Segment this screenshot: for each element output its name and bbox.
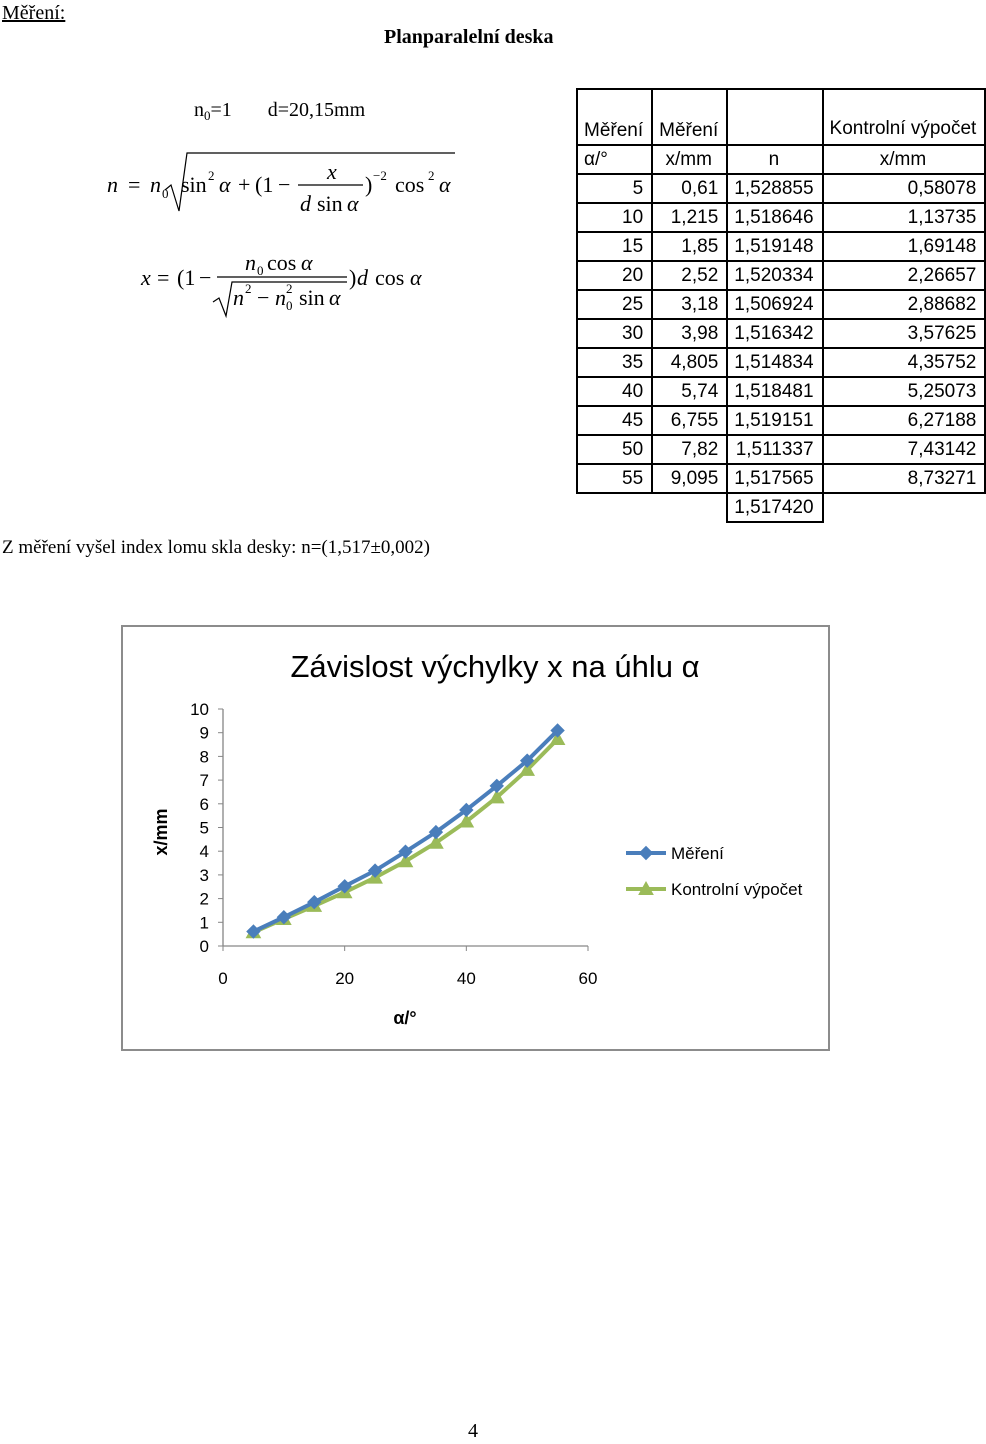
parameters-line	[194, 99, 365, 124]
svg-text:cos: cos	[375, 265, 405, 290]
svg-text:cos: cos	[395, 172, 425, 197]
table-cell: 6,755	[652, 406, 727, 435]
header-cell	[823, 89, 986, 145]
table-cell: 1,519151	[727, 406, 822, 435]
refractive-index-formula	[95, 145, 465, 325]
svg-text:x: x	[141, 265, 151, 290]
table-cell: 4,805	[652, 348, 727, 377]
average-value: 1,517420	[727, 493, 822, 522]
table-cell: 9,095	[652, 464, 727, 493]
header-kontrolni: Kontrolní výpočet	[829, 118, 977, 139]
header-cell: Měření	[652, 89, 727, 145]
svg-text:−: −	[199, 265, 212, 290]
unit-cell: x/mm	[652, 145, 727, 174]
series-line-1	[253, 730, 557, 931]
svg-text:n: n	[233, 285, 244, 310]
svg-text:α: α	[329, 285, 341, 310]
table-cell: 40	[577, 377, 652, 406]
svg-text:sin: sin	[181, 172, 207, 197]
svg-text:α: α	[301, 250, 313, 275]
svg-text:cos: cos	[267, 250, 297, 275]
y-tick-label: 1	[199, 913, 209, 933]
table-cell: 0,61	[652, 174, 727, 203]
measurement-table	[576, 88, 986, 523]
unit-cell: x/mm	[823, 145, 986, 174]
table-cell: 1,516342	[727, 319, 822, 348]
page-number: 4	[468, 1420, 478, 1442]
table-cell: 1,506924	[727, 290, 822, 319]
svg-text:d: d	[357, 265, 368, 290]
y-tick-label: 4	[199, 842, 209, 862]
table-cell: 2,52	[652, 261, 727, 290]
svg-text:n: n	[245, 250, 256, 275]
y-tick-label: 8	[199, 747, 209, 767]
y-tick-label: 2	[199, 889, 209, 909]
svg-text:2: 2	[286, 281, 293, 296]
table-cell: 5,25073	[823, 377, 986, 406]
table-cell: 30	[577, 319, 652, 348]
y-tick-label: 10	[190, 700, 209, 719]
svg-text:−: −	[257, 285, 270, 310]
svg-text:n: n	[150, 172, 161, 197]
svg-text:α: α	[347, 191, 359, 216]
svg-text:0: 0	[286, 298, 293, 313]
table-cell: 1,13735	[823, 203, 986, 232]
table-header-row	[577, 89, 985, 145]
svg-text:x: x	[327, 159, 337, 184]
table-body	[577, 174, 985, 493]
table-row	[577, 348, 985, 377]
x-tick-label: 0	[218, 969, 228, 988]
y-tick-label: 7	[199, 771, 209, 791]
table-cell: 1,511337	[727, 435, 822, 464]
svg-text:=: =	[128, 172, 141, 197]
table-cell: 3,57625	[823, 319, 986, 348]
table-row	[577, 203, 985, 232]
n0-subscript: 0	[204, 108, 211, 123]
table-cell: 1,517565	[727, 464, 822, 493]
svg-text:d: d	[300, 191, 311, 216]
svg-text:+: +	[238, 172, 251, 197]
svg-text:sin: sin	[317, 191, 343, 216]
table-row	[577, 174, 985, 203]
svg-text:−2: −2	[373, 168, 387, 183]
series-line-2	[253, 739, 557, 932]
chart-svg	[123, 627, 828, 1049]
axes	[190, 700, 597, 988]
svg-text:(1: (1	[255, 172, 274, 197]
n0-value: =1	[210, 99, 232, 121]
document-title: Planparalelní deska	[384, 26, 554, 48]
table-row	[577, 319, 985, 348]
svg-text:−: −	[278, 172, 291, 197]
table-cell: 1,514834	[727, 348, 822, 377]
svg-text:n: n	[275, 285, 286, 310]
series-group	[246, 724, 564, 938]
legend-label: Měření	[671, 844, 724, 863]
table-cell: 5	[577, 174, 652, 203]
table-cell: 5,74	[652, 377, 727, 406]
legend-marker-1	[640, 847, 653, 860]
y-tick-label: 3	[199, 865, 209, 885]
table-row	[577, 435, 985, 464]
conclusion-text: Z měření vyšel index lomu skla desky: n=(1,517±0,002)	[2, 537, 430, 558]
x-tick-label: 20	[335, 969, 355, 988]
section-label: Měření:	[2, 2, 66, 24]
table-cell: 6,27188	[823, 406, 986, 435]
table-cell: 25	[577, 290, 652, 319]
table-cell: 3,18	[652, 290, 727, 319]
svg-text:0: 0	[162, 186, 169, 201]
svg-text:2: 2	[245, 281, 252, 296]
y-tick-label: 0	[199, 937, 209, 956]
table-row	[577, 232, 985, 261]
table-cell: 50	[577, 435, 652, 464]
table-row	[577, 464, 985, 493]
table-cell: 15	[577, 232, 652, 261]
svg-text:2: 2	[208, 168, 215, 183]
table-cell: 1,518481	[727, 377, 822, 406]
table-cell: 1,519148	[727, 232, 822, 261]
y-tick-label: 6	[199, 794, 209, 814]
thickness-value: d=20,15mm	[267, 99, 366, 121]
n0-symbol: n	[194, 99, 204, 121]
svg-text:2: 2	[428, 168, 435, 183]
y-tick-label: 9	[199, 723, 209, 743]
table-units-row	[577, 145, 985, 174]
table-cell: 1,518646	[727, 203, 822, 232]
svg-text:α: α	[219, 172, 231, 197]
table-cell: 10	[577, 203, 652, 232]
chart-title: Závislost výchylky x na úhlu α	[290, 649, 700, 684]
table-cell: 4,35752	[823, 348, 986, 377]
unit-cell: n	[727, 145, 822, 174]
table-cell: 20	[577, 261, 652, 290]
average-row	[577, 493, 985, 522]
header-cell	[727, 89, 822, 145]
table-cell: 0,58078	[823, 174, 986, 203]
table-cell: 55	[577, 464, 652, 493]
svg-text:α: α	[439, 172, 451, 197]
x-tick-label: 40	[456, 969, 476, 988]
table-cell: 2,88682	[823, 290, 986, 319]
svg-text:0: 0	[257, 263, 264, 278]
y-axis-label: x/mm	[151, 808, 171, 856]
svg-text:(1: (1	[177, 265, 196, 290]
table-cell: 1,69148	[823, 232, 986, 261]
table-row	[577, 290, 985, 319]
table-cell: 1,528855	[727, 174, 822, 203]
svg-text:=: =	[157, 265, 170, 290]
table-cell: 8,73271	[823, 464, 986, 493]
table-cell: 2,26657	[823, 261, 986, 290]
legend-label: Kontrolní výpočet	[671, 880, 803, 899]
table-row	[577, 406, 985, 435]
table-cell: 1,215	[652, 203, 727, 232]
x-axis-label: α/°	[393, 1008, 417, 1028]
legend	[626, 844, 803, 899]
svg-text:): )	[365, 172, 373, 197]
x-tick-label: 60	[578, 969, 598, 988]
table-cell: 1,85	[652, 232, 727, 261]
header-cell: Měření	[577, 89, 652, 145]
svg-text:sin: sin	[299, 285, 325, 310]
table-cell: 35	[577, 348, 652, 377]
table-row	[577, 377, 985, 406]
unit-cell: α/°	[577, 145, 652, 174]
table-row	[577, 261, 985, 290]
table-cell: 3,98	[652, 319, 727, 348]
table-cell: 1,520334	[727, 261, 822, 290]
svg-text:n: n	[107, 172, 118, 197]
svg-text:): )	[349, 265, 357, 290]
table-cell: 7,43142	[823, 435, 986, 464]
svg-text:α: α	[410, 265, 422, 290]
table-cell: 45	[577, 406, 652, 435]
chart-area	[121, 625, 830, 1051]
table-cell: 7,82	[652, 435, 727, 464]
y-tick-label: 5	[199, 818, 209, 838]
